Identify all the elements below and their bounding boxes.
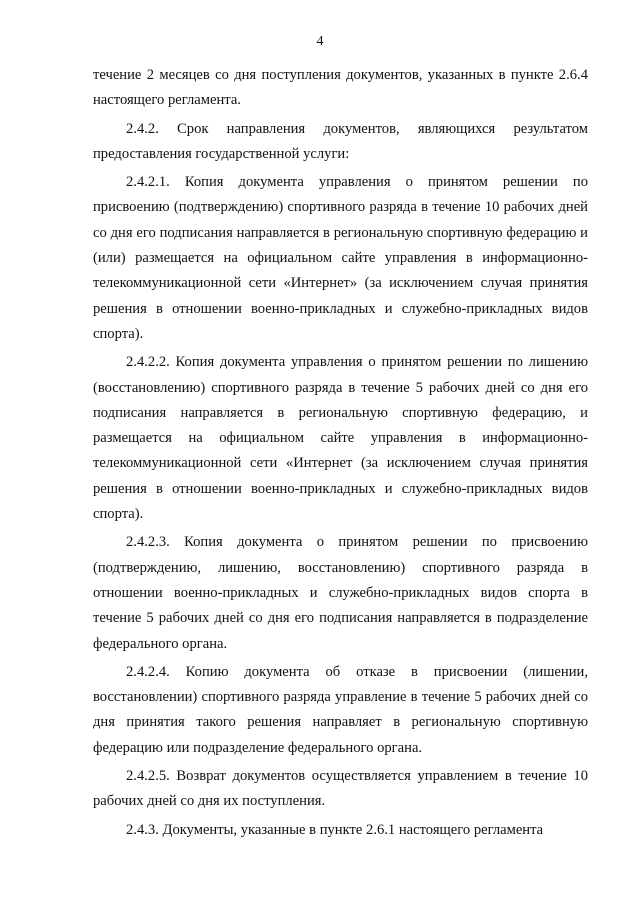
paragraph-2-4-2-2: 2.4.2.2. Копия документа управления о принятом решении по лишению (восстановлению) спортивного разряда в течение 5 рабочих дней со дня его подписания направляется в региональную спортивную федерацию, и размещается на официальном сайте управления в информационно-телекоммуникационной сети «Интернет (за исключением случая принятия решения в отношении военно-прикладных и служебно-прикладных видов спорта). — [93, 354, 588, 523]
paragraph-2-4-2: 2.4.2. Срок направления документов, являющихся результатом предоставления государственной услуги: — [93, 120, 588, 162]
paragraph-2-4-2-1: 2.4.2.1. Копия документа управления о принятом решении по присвоению (подтверждению) спортивного разряда в течение 10 рабочих дней со дня его подписания направляется в региональную спортивную федерацию и (или) размещается на официальном сайте управления в информационно-телекоммуникационной сети «Интернет» (за исключением случая принятия решения в отношении военно-прикладных и служебно-прикладных видов спорта). — [93, 174, 588, 342]
paragraph-2-4-3: 2.4.3. Документы, указанные в пункте 2.6.1 настоящего регламента — [126, 821, 544, 838]
paragraph-2-4-2-3: 2.4.2.3. Копия документа о принятом решении по присвоению (подтверждению, лишению, восстановлению) спортивного разряда в отношении военно-прикладных и служебно-прикладных видов спорта в течение 5 рабочих дней со дня его подписания направляется в подразделение федерального органа. — [93, 534, 588, 652]
page-number: 4 — [316, 34, 324, 49]
paragraph-continuation: течение 2 месяцев со дня поступления документов, указанных в пункте 2.6.4 настоящего регламента. — [93, 67, 588, 109]
paragraph-2-4-2-4: 2.4.2.4. Копию документа об отказе в присвоении (лишении, восстановлении) спортивного разряда управление в течение 5 рабочих дней со дня принятия такого решения направляет в региональную спортивную федерацию или подразделение федерального органа. — [93, 663, 588, 756]
paragraph-2-4-2-5: 2.4.2.5. Возврат документов осуществляется управлением в течение 10 рабочих дней со дня их поступления. — [93, 768, 588, 810]
document-body — [93, 63, 588, 843]
